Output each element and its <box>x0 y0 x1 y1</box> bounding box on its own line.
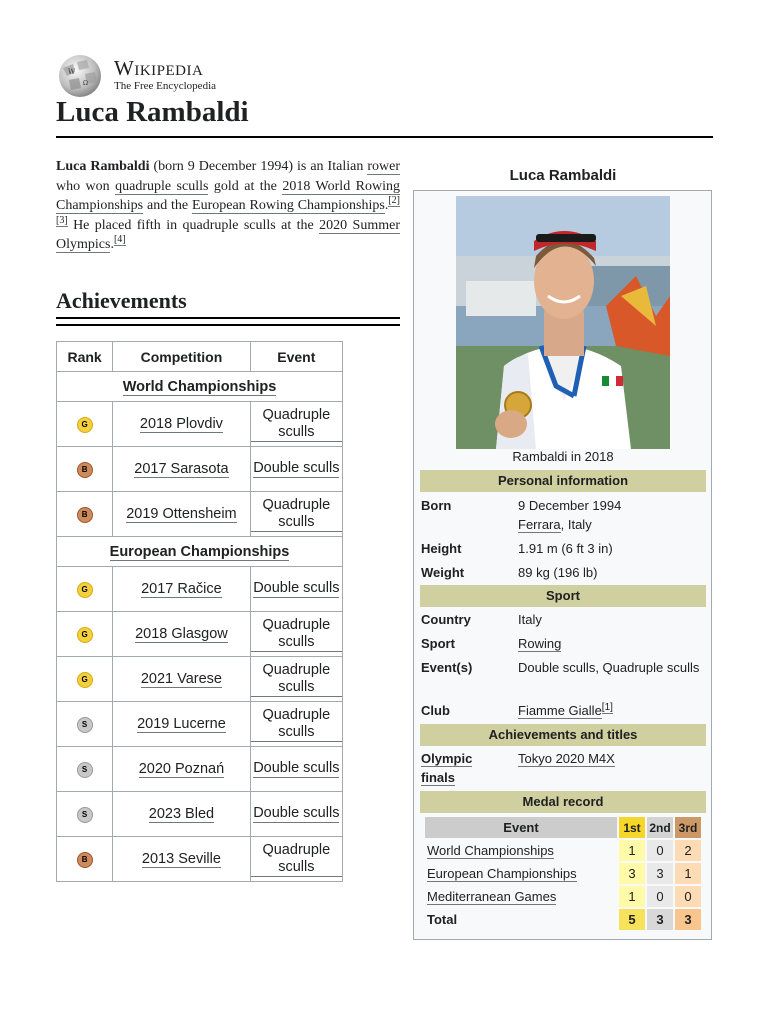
bronze-count: 2 <box>675 840 701 861</box>
infobox-section-medal-record: Medal record <box>420 791 706 813</box>
silver-total: 3 <box>647 909 673 930</box>
reference-3[interactable]: [3] <box>56 214 68 226</box>
born-label: Born <box>421 498 452 513</box>
photo-caption: Rambaldi in 2018 <box>512 449 614 464</box>
medal-row <box>425 886 701 907</box>
table-row <box>57 447 343 492</box>
silver-label: 2nd <box>649 821 671 835</box>
olympic-label-line2: finals <box>421 770 455 785</box>
silver-medal-icon: S <box>77 717 93 733</box>
reference-1[interactable]: [1] <box>601 701 613 713</box>
weight-label: Weight <box>421 565 465 580</box>
bronze-count: 0 <box>675 886 701 907</box>
competition-link[interactable]: 2018 Plovdiv <box>139 416 223 432</box>
event-link[interactable]: Quadruple sculls <box>251 707 342 742</box>
link-european-championships-medals[interactable]: European Championships <box>427 866 577 881</box>
gold-count: 1 <box>619 886 645 907</box>
infobox-title: Luca Rambaldi <box>509 167 617 184</box>
country-value: Italy <box>518 612 542 627</box>
event-link[interactable]: Double sculls <box>253 805 340 821</box>
medal-total-row <box>425 909 701 930</box>
medal-row <box>425 840 701 861</box>
link-2018-world-rowing-championships[interactable]: 2018 World Rowing Championships <box>56 178 400 213</box>
born-date: 9 December 1994 <box>518 498 622 513</box>
group-row <box>57 537 343 567</box>
sport-label: Sport <box>421 636 455 651</box>
column-header-event: Event <box>250 342 342 372</box>
sport-value <box>518 634 704 653</box>
bronze-medal-icon: B <box>77 462 93 478</box>
lead-text: who won <box>56 178 116 194</box>
column-header-rank: Rank <box>57 342 113 372</box>
competition-link[interactable]: 2017 Sarasota <box>134 461 229 477</box>
link-european-rowing-championships[interactable]: European Rowing Championships <box>192 198 385 213</box>
lead-text: gold at the <box>208 178 283 194</box>
olympic-finals-label[interactable] <box>421 749 472 787</box>
lead-name: Luca Rambaldi <box>56 159 150 174</box>
link-rowing[interactable]: Rowing <box>518 636 562 651</box>
lead-text: . <box>110 237 114 252</box>
born-country: , Italy <box>560 517 592 532</box>
lead-text: He placed fifth in quadruple sculls at the <box>67 217 320 233</box>
gold-count: 1 <box>619 840 645 861</box>
bronze-medal-icon: B <box>77 852 93 868</box>
event-link[interactable]: Quadruple sculls <box>251 407 342 442</box>
gold-count: 3 <box>619 863 645 884</box>
weight-value: 89 kg (196 lb) <box>518 565 598 580</box>
competition-link[interactable]: 2020 Poznań <box>138 761 225 777</box>
group-row <box>57 372 343 402</box>
link-quadruple-sculls[interactable]: quadruple sculls <box>115 178 209 194</box>
link-rower[interactable]: rower <box>367 159 400 174</box>
total-label: Total <box>427 912 458 927</box>
wikipedia-globe-logo[interactable] <box>55 54 105 98</box>
event-link[interactable]: Quadruple sculls <box>251 617 342 652</box>
medal-row <box>425 863 701 884</box>
medal-table-header <box>425 817 701 838</box>
link-world-championships[interactable]: World Championships <box>122 378 277 395</box>
events-label: Event(s) <box>421 660 473 675</box>
lead-text: (born 9 December 1994) is an Italian <box>149 159 368 174</box>
silver-count: 0 <box>647 886 673 907</box>
table-header-row <box>57 342 343 372</box>
competition-link[interactable]: 2018 Glasgow <box>135 626 228 642</box>
lead-paragraph <box>56 157 400 255</box>
svg-text:Ω: Ω <box>83 80 88 87</box>
medal-col-1st <box>619 817 645 838</box>
svg-text:W: W <box>68 68 76 76</box>
competition-link[interactable]: 2019 Lucerne <box>137 716 226 732</box>
gold-medal-icon: G <box>77 417 93 433</box>
medal-col-2nd <box>647 817 673 838</box>
club-label: Club <box>421 703 450 718</box>
lead-text: . <box>384 198 389 213</box>
tagline: The Free Encyclopedia <box>114 80 217 92</box>
event-link[interactable]: Quadruple sculls <box>251 662 342 697</box>
bronze-label: 3rd <box>678 821 698 835</box>
gold-medal-icon: G <box>77 672 93 688</box>
link-2020-summer-olympics[interactable]: 2020 Summer Olympics <box>56 217 400 252</box>
link-ferrara[interactable]: Ferrara <box>518 517 561 532</box>
country-label: Country <box>421 612 471 627</box>
medal-col-3rd <box>675 817 701 838</box>
reference-4[interactable]: [4] <box>113 234 126 246</box>
gold-label: 1st <box>623 821 641 835</box>
competition-link[interactable]: 2017 Račice <box>141 581 222 597</box>
bronze-total: 3 <box>675 909 701 930</box>
title-divider <box>56 136 713 138</box>
achievements-heading: Achievements <box>56 288 187 313</box>
athlete-photo[interactable] <box>456 196 670 449</box>
competition-link[interactable]: 2019 Ottensheim <box>126 506 237 522</box>
medal-record-table <box>423 815 703 932</box>
silver-count: 3 <box>647 863 673 884</box>
link-tokyo-2020-m4x[interactable]: Tokyo 2020 M4X <box>518 751 615 766</box>
event-link[interactable]: Double sculls <box>253 760 340 776</box>
table-row <box>57 402 343 447</box>
competition-link[interactable]: 2021 Varese <box>140 671 222 687</box>
event-link[interactable]: Double sculls <box>253 460 340 476</box>
olympic-finals-value <box>518 749 704 768</box>
wordmark-text: Wikipedia <box>114 56 204 80</box>
table-row <box>57 747 343 792</box>
achievements-table <box>56 341 343 882</box>
heading-divider <box>56 324 400 326</box>
gold-total: 5 <box>619 909 645 930</box>
table-row <box>57 492 343 537</box>
medal-col-event: Event <box>425 817 617 838</box>
table-row <box>57 837 343 882</box>
heading-divider <box>56 317 400 319</box>
olympic-label-line1: Olympic <box>421 751 473 766</box>
link-fiamme-gialle[interactable]: Fiamme Gialle <box>518 703 602 718</box>
reference-2[interactable]: [2] <box>388 195 400 207</box>
event-link[interactable]: Quadruple sculls <box>251 497 342 532</box>
height-label: Height <box>421 541 462 556</box>
infobox-section-achievements: Achievements and titles <box>420 724 706 746</box>
table-row <box>57 702 343 747</box>
club-value <box>518 701 704 720</box>
silver-count: 0 <box>647 840 673 861</box>
bronze-medal-icon: B <box>77 507 93 523</box>
height-value: 1.91 m (6 ft 3 in) <box>518 541 613 556</box>
table-row <box>57 657 343 702</box>
table-row <box>57 612 343 657</box>
table-row <box>57 792 343 837</box>
born-value <box>518 496 704 534</box>
link-european-championships[interactable]: European Championships <box>109 543 290 560</box>
event-link[interactable]: Double sculls <box>253 580 340 596</box>
link-mediterranean-games[interactable]: Mediterranean Games <box>427 889 557 904</box>
gold-medal-icon: G <box>77 582 93 598</box>
gold-medal-icon: G <box>77 627 93 643</box>
events-value: Double sculls, Quadruple sculls <box>518 660 700 675</box>
competition-link[interactable]: 2023 Bled <box>148 806 215 822</box>
infobox-section-sport: Sport <box>420 585 706 607</box>
table-row <box>57 567 343 612</box>
bronze-count: 1 <box>675 863 701 884</box>
event-link[interactable]: Quadruple sculls <box>251 842 342 877</box>
link-world-championships-medals[interactable]: World Championships <box>427 843 554 858</box>
competition-link[interactable]: 2013 Seville <box>141 851 221 867</box>
column-header-competition: Competition <box>113 342 250 372</box>
silver-medal-icon: S <box>77 807 93 823</box>
wikipedia-wordmark[interactable] <box>114 57 216 93</box>
lead-text: and the <box>143 198 193 213</box>
page-title: Luca Rambaldi <box>56 96 249 128</box>
infobox-section-personal: Personal information <box>420 470 706 492</box>
silver-medal-icon: S <box>77 762 93 778</box>
